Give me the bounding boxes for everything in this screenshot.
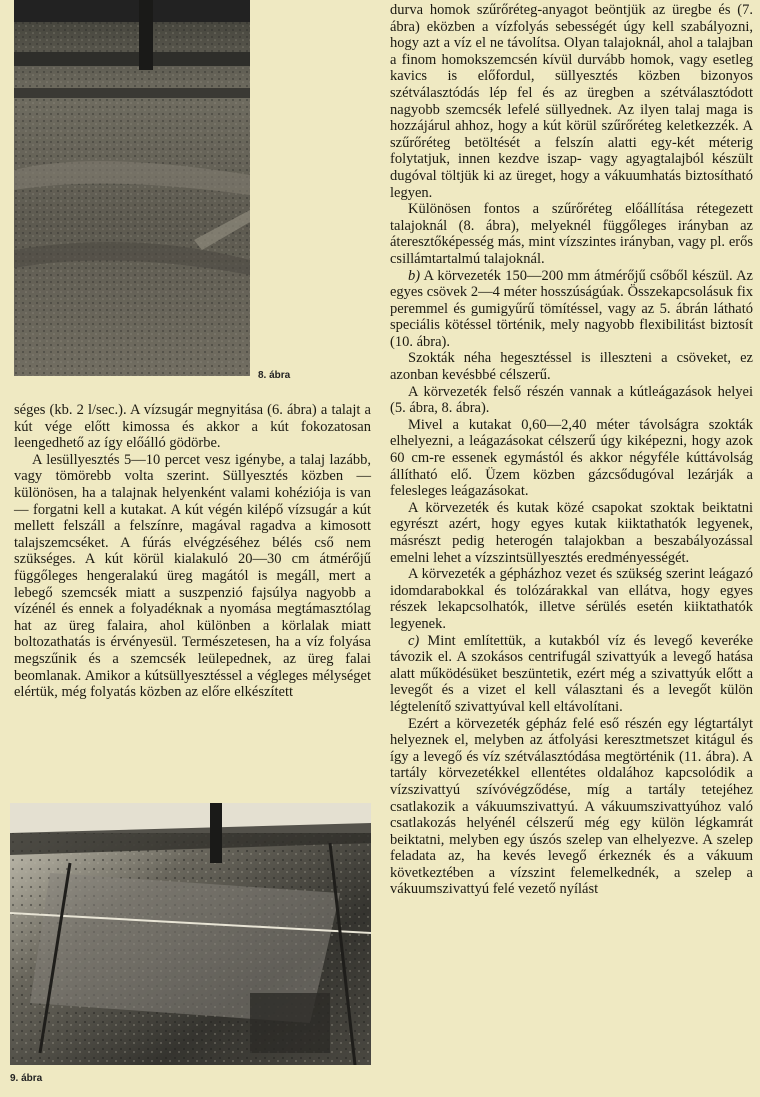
figure-9-photo — [10, 803, 371, 1065]
figure-8-caption: 8. ábra — [258, 370, 291, 381]
paragraph — [390, 633, 753, 716]
paragraph: A körvezeték a gépházhoz vezet és szükség szerint leágazó idomdarabokkal és tolózárakkal van ellátva, hogy egyes részek lekapcsolhatók, illetve sérülés esetén kiiktathatók legyenek. — [390, 566, 753, 632]
paragraph: durva homok szűrőréteg-anyagot beöntjük az üregbe és (7. ábra) eközben a vízfolyás sebességét úgy kell szabályozni, hogy azt a víz el ne távolítsa. Olyan talajoknál, ahol a talajban a finom homokszemcsén kívül durvább homok, vagy esetleg kavics is előfordul, süllyesztés közben bizonyos szétválasztódás lép fel és az üregben a szétválasztódott nagyobb szemcsék lefelé süllyednek. Az ilyen talaj maga is hozzájárul ahhoz, hogy a kút körül szűrőréteg keletkezzék. A szűrőréteg betöltését a felszín alatti egy-két méterig folytatjuk, innen kezdve iszap- vagy agyagtalajból készült dugóval töltjük ki az üreget, hogy a vákuumhatás biztosítható legyen. — [390, 2, 753, 201]
paragraph-text: Mint említettük, a kutakból víz és levegő keveréke távozik el. A szokásos centrifugál szivattyúk a levegő hatása alatt működésüket beszüntetik, ezért még a szivattyúk előtt a levegőt és a vizet el kell választani és a levegőt külön légtelenítő szivattyúval kell eltávolítani. — [390, 632, 753, 715]
paragraph-text: A körvezeték 150—200 mm átmérőjű csőből készül. Az egyes csövek 2—4 méter hosszúságúak. Összekapcsolásuk fix peremmel és gumigyűrű tömítéssel, vagy az 5. ábrán látható speciális kötéssel történik, mely nagyobb flexibilitást biztosít (10. ábra). — [390, 267, 753, 350]
paragraph: Szokták néha hegesztéssel is illeszteni a csöveket, ez azonban kevésbbé célszerű. — [390, 350, 753, 384]
figure-9-image — [10, 803, 371, 1065]
paragraph: A körvezeték és kutak közé csapokat szoktak beiktatni egyrészt azért, hogy egyes kutak kiiktathatók legyenek, másrészt pedig heterogén talajokban a beszabályozással emelni lehet a vízszintsüllyesztés eredményességét. — [390, 499, 753, 566]
figure-8-photo — [14, 0, 250, 376]
figure-9-caption: 9. ábra — [10, 1073, 43, 1084]
left-column-text — [14, 402, 371, 701]
section-label: c) — [408, 632, 420, 649]
paragraph: Ezért a körvezeték gépház felé eső részén egy légtartályt helyeznek el, melyben az átfolyási keresztmetszet kitágul és így a levegő és víz szétválasztódása megtörténik (11. ábra). A tartály körvezetékkel ellentétes oldalához kapcsolódik a vízszivattyú szívóvégződése, míg a tartály tetejéhez csatlakozik a vákuumszivattyú. A vákuumszivattyúhoz való csatlakozás helyénél célszerű még egy külön légkamrát beiktatni, melyben egy úszós szelep van elhelyezve. A szelep feladata az, ha kevés levegő érkeznék és a vákuum következtében a vízszint felemelkednék, a szelep a vákuumszivattyú felé vezető nyílást — [390, 715, 753, 898]
paragraph: séges (kb. 2 l/sec.). A vízsugár megnyitása (6. ábra) a talajt a kút vége előtt kimossa és akkor a kút fokozatosan leengedhető az így előálló gödörbe. — [14, 402, 371, 452]
paragraph: Különösen fontos a szűrőréteg előállítása rétegezett talajoknál (8. ábra), melyeknél függőleges irányban az áteresztőképesség más, mint vízszintes irányban, vagy pl. erős csillámtartalmú talajoknál. — [390, 201, 753, 267]
paragraph — [390, 268, 753, 351]
paragraph: Mivel a kutakat 0,60—2,40 méter távolságra szokták elhelyezni, a leágazásokat célszerű úgy kiképezni, hogy azok 60 cm-re essenek egymástól és akkor négyféle kúttávolság állítható elő. Üzem közben gázcsődugóval lezárják a felesleges leágazásokat. — [390, 416, 753, 500]
figure-8-image — [14, 0, 250, 376]
paragraph: A lesüllyesztés 5—10 percet vesz igénybe, a talaj lazább, vagy tömörebb volta szerint. Süllyesztés közben — különösen, ha a talajnak helyenként valami kohéziója is van — forgatni kell a kutakat. A kút végén kilépő vízsugár a kút mellett felszáll a felszínre, magával ragadva a kimosott talajszemcséket. A fúrás elvégzéséhez bélés cső nem szükséges. A kút körül kialakuló 20—30 cm átmérőjű függőleges hengeralakú üreg magától is megáll, mert a lebegő szemcsék miatt a suszpenzió fajsúlya nagyobb a vízénél és ennek a folyadéknak a nyomása megtámasztólag hat az üreg falaira, ahol különben a körlalak miatt boltozathatás is érvényesül. Természetesen, ha a víz folyása megszűnik és a szemcsék leülepednek, az üreg falai beomlanak. Amikor a kútsüllyesztéssel a végleges mélységet elértük, még folyatás közben az előre elkészített — [14, 451, 371, 701]
right-column-text — [390, 2, 753, 898]
section-label: b) — [408, 267, 421, 284]
paragraph: A körvezeték felső részén vannak a kútleágazások helyei (5. ábra, 8. ábra). — [390, 383, 753, 417]
